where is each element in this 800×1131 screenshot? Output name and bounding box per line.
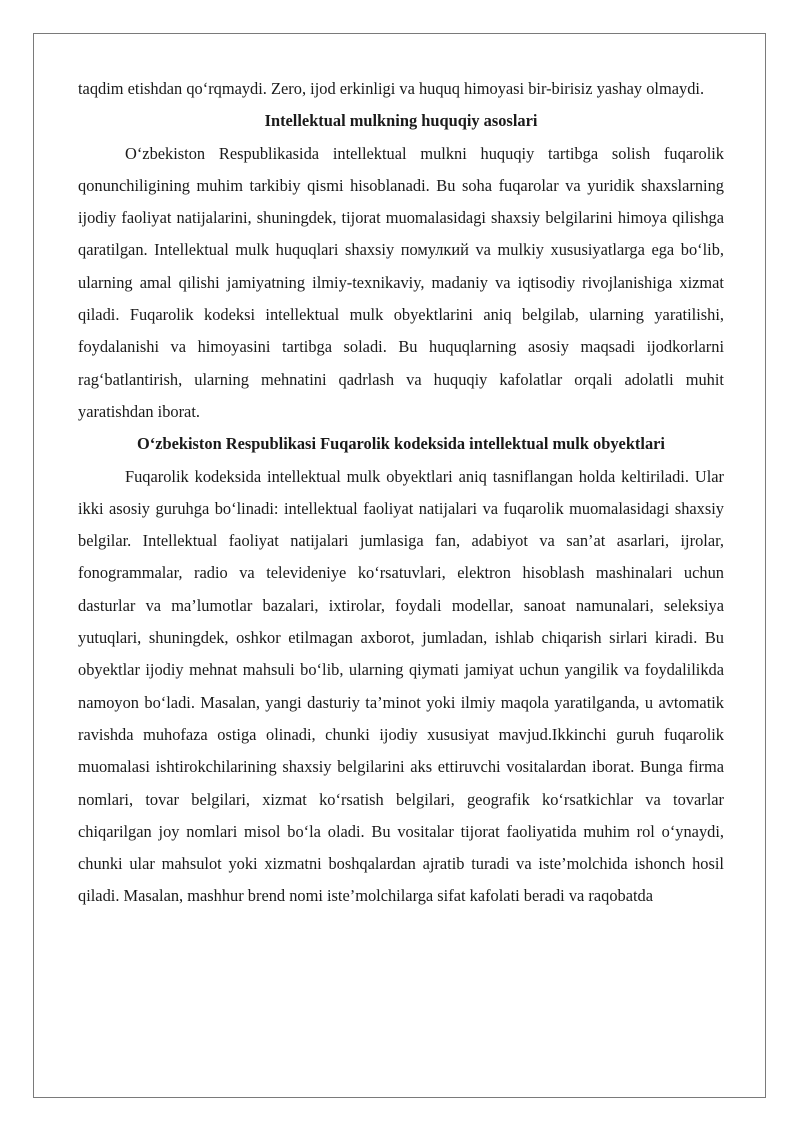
section-heading-legal-basis: Intellektual mulkning huquqiy asoslari bbox=[264, 111, 538, 131]
section-heading-civil-code-objects: O‘zbekiston Respublikasi Fuqarolik kodeksida intellektual mulk obyektlari bbox=[137, 434, 665, 454]
paragraph-civil-code-objects: Fuqarolik kodeksida intellektual mulk obyektlari aniq tasniflangan holda keltiriladi. Ular ikki asosiy guruhga bo‘linadi: intellektual faoliyat natijalari va fuqarolik muomalasidagi shaxsiy belgilar. Intellektual faoliyat natijalari jumlasiga fan, adabiyot va san’at asarlari, ijrolar, fonogrammalar, radio va televideniye ko‘rsatuvlari, elektron hisoblash mashinalari uchun dasturlar va ma’lumotlar bazalari, ixtirolar, foydali modellar, sanoat namunalari, seleksiya yutuqlari, shuningdek, oshkor etilmagan axborot, jumladan, ishlab chiqarish sirlari kiradi. Bu obyektlar ijodiy mehnat mahsuli bo‘lib, ularning qiymati jamiyat uchun yangilik va foydalilikda namoyon bo‘ladi. Masalan, yangi dasturiy ta’minot yoki ilmiy maqola yaratilganda, u avtomatik ravishda muhofaza ostiga olinadi, chunki ijodiy xususiyat mavjud.Ikkinchi guruh fuqarolik muomalasi ishtirokchilarining shaxsiy belgilarini aks ettiruvchi vositalardan iborat. Bunga firma nomlari, tovar belgilari, xizmat ko‘rsatish belgilari, geografik ko‘rsatkichlar va tovarlar chiqarilgan joy nomlari misol bo‘la oladi. Bu vositalar tijorat faoliyatida muhim rol o‘ynaydi, chunki ular mahsulot yoki xizmatni boshqalardan ajratib turadi va iste’molchida ishonch hosil qiladi. Masalan, mashhur brend nomi iste’molchilarga sifat kafolati beradi va raqobatda bbox=[78, 466, 724, 906]
document-body bbox=[78, 73, 724, 913]
paragraph-legal-basis: O‘zbekiston Respublikasida intellektual mulkni huquqiy tartibga solish fuqarolik qonunchiligining muhim tarkibiy qismi hisoblanadi. Bu soha fuqarolar va yuridik shaxslarning ijodiy faoliyat natijalarini, shuningdek, tijorat muomalasidagi shaxsiy belgilarini himoya qilishga qaratilgan. Intellektual mulk huquqlari shaxsiy помулкий va mulkiy xususiyatlarga ega bo‘lib, ularning amal qilishi jamiyatning ilmiy-texnikaviy, madaniy va iqtisodiy rivojlanishiga xizmat qiladi. Fuqarolik kodeksi intellektual mulk obyektlarini aniq belgilab, ularning yaratilishi, foydalanishi va himoyasini tartibga soladi. Bu huquqlarning asosiy maqsadi ijodkorlarni rag‘batlantirish, ularning mehnatini qadrlash va huquqiy kafolatlar orqali adolatli muhit yaratishdan iborat. bbox=[78, 143, 724, 421]
paragraph-continuation: taqdim etishdan qo‘rqmaydi. Zero, ijod erkinligi va huquq himoyasi bir-birisiz yashay olmaydi. bbox=[78, 79, 705, 98]
